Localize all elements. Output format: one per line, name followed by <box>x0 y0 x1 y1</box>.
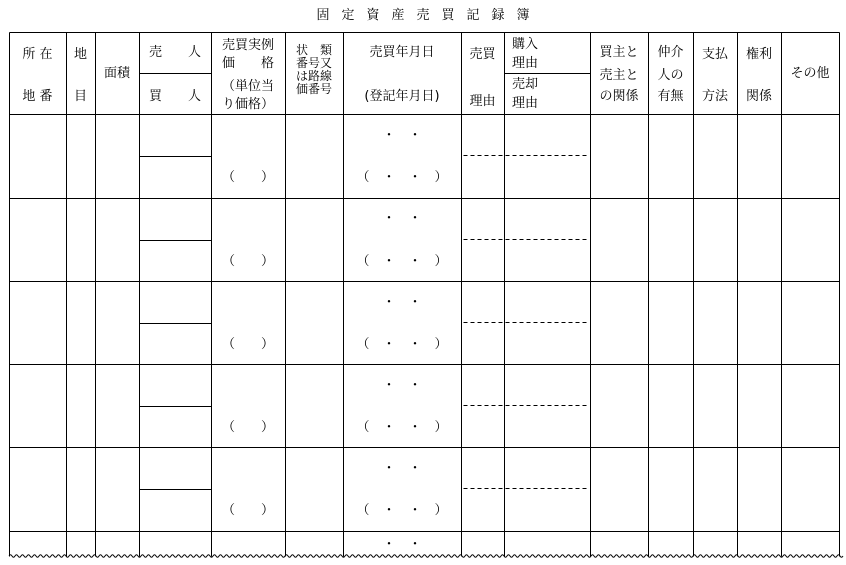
transaction-date-dots: ・ ・ <box>382 378 422 393</box>
header-shape-l4: 価番号 <box>295 82 332 96</box>
header-broker-l2: 人の <box>657 68 684 83</box>
transaction-date-dots: ・ ・ <box>382 537 422 552</box>
header-buyer: 買 人 <box>148 89 201 104</box>
title-char: 録 <box>491 8 505 23</box>
unit-price-paren: （ ） <box>221 254 274 269</box>
header-rights-bottom: 関係 <box>745 89 772 104</box>
header-relation-l3: の関係 <box>599 89 639 104</box>
unit-price-paren: （ ） <box>221 503 274 518</box>
transaction-date-dots: ・ ・ <box>382 295 422 310</box>
header-price-l2: 価 格 <box>221 56 274 71</box>
unit-price-paren: （ ） <box>221 337 274 352</box>
header-price-l1: 売買実例 <box>221 38 274 53</box>
title-char: 産 <box>391 8 405 23</box>
title-char: 固 <box>316 8 330 23</box>
registration-date-paren: （ ・ ・ ） <box>356 503 448 518</box>
header-sale-l1: 売却 <box>512 77 539 92</box>
title-char: 買 <box>441 8 455 23</box>
transaction-date-dots: ・ ・ <box>382 461 422 476</box>
header-landcat-top: 地 <box>73 47 87 62</box>
unit-price-paren: （ ） <box>221 420 274 435</box>
header-rights-top: 権利 <box>745 47 772 62</box>
header-landcat-bottom: 目 <box>73 89 87 104</box>
title-char: 売 <box>416 8 430 23</box>
transaction-date-dots: ・ ・ <box>382 128 422 143</box>
torn-bottom-edge <box>9 555 843 558</box>
title-char: 簿 <box>516 8 530 23</box>
title-char: 資 <box>366 8 380 23</box>
title-char: 記 <box>466 8 480 23</box>
header-area: 面積 <box>103 66 130 81</box>
title-char: 定 <box>341 8 355 23</box>
unit-price-paren: （ ） <box>221 170 274 185</box>
header-sale-l2: 理由 <box>512 96 539 111</box>
transaction-date-dots: ・ ・ <box>382 211 422 226</box>
header-shape-l3: は路線 <box>295 69 332 83</box>
header-price-l3: （単位当 <box>221 79 274 94</box>
header-price-l4: り価格） <box>221 97 274 112</box>
header-broker-l3: 有無 <box>657 89 684 104</box>
header-reason-bottom: 理由 <box>469 94 496 109</box>
registration-date-paren: （ ・ ・ ） <box>356 420 448 435</box>
header-broker-l1: 仲介 <box>657 45 684 60</box>
header-other: その他 <box>790 66 830 81</box>
header-date-bottom: (登記年月日) <box>364 89 440 104</box>
header-payment-top: 支払 <box>701 47 728 62</box>
header-reason-top: 売買 <box>469 47 496 62</box>
header-seller: 売 人 <box>148 45 201 60</box>
header-shape-l1: 状 類 <box>295 43 332 57</box>
registration-date-paren: （ ・ ・ ） <box>356 337 448 352</box>
header-purchase-l2: 理由 <box>512 56 539 71</box>
header-location-top: 所 在 <box>22 47 53 62</box>
header-date-top: 売買年月日 <box>369 45 435 60</box>
header-purchase-l1: 購入 <box>512 37 539 52</box>
registration-date-paren: （ ・ ・ ） <box>356 254 448 269</box>
header-payment-bottom: 方法 <box>701 89 728 104</box>
registration-date-paren: （ ・ ・ ） <box>356 170 448 185</box>
header-shape-l2: 番号又 <box>295 56 332 70</box>
header-location-bottom: 地 番 <box>22 89 53 104</box>
header-relation-l2: 売主と <box>599 68 639 83</box>
header-relation-l1: 買主と <box>599 45 639 60</box>
